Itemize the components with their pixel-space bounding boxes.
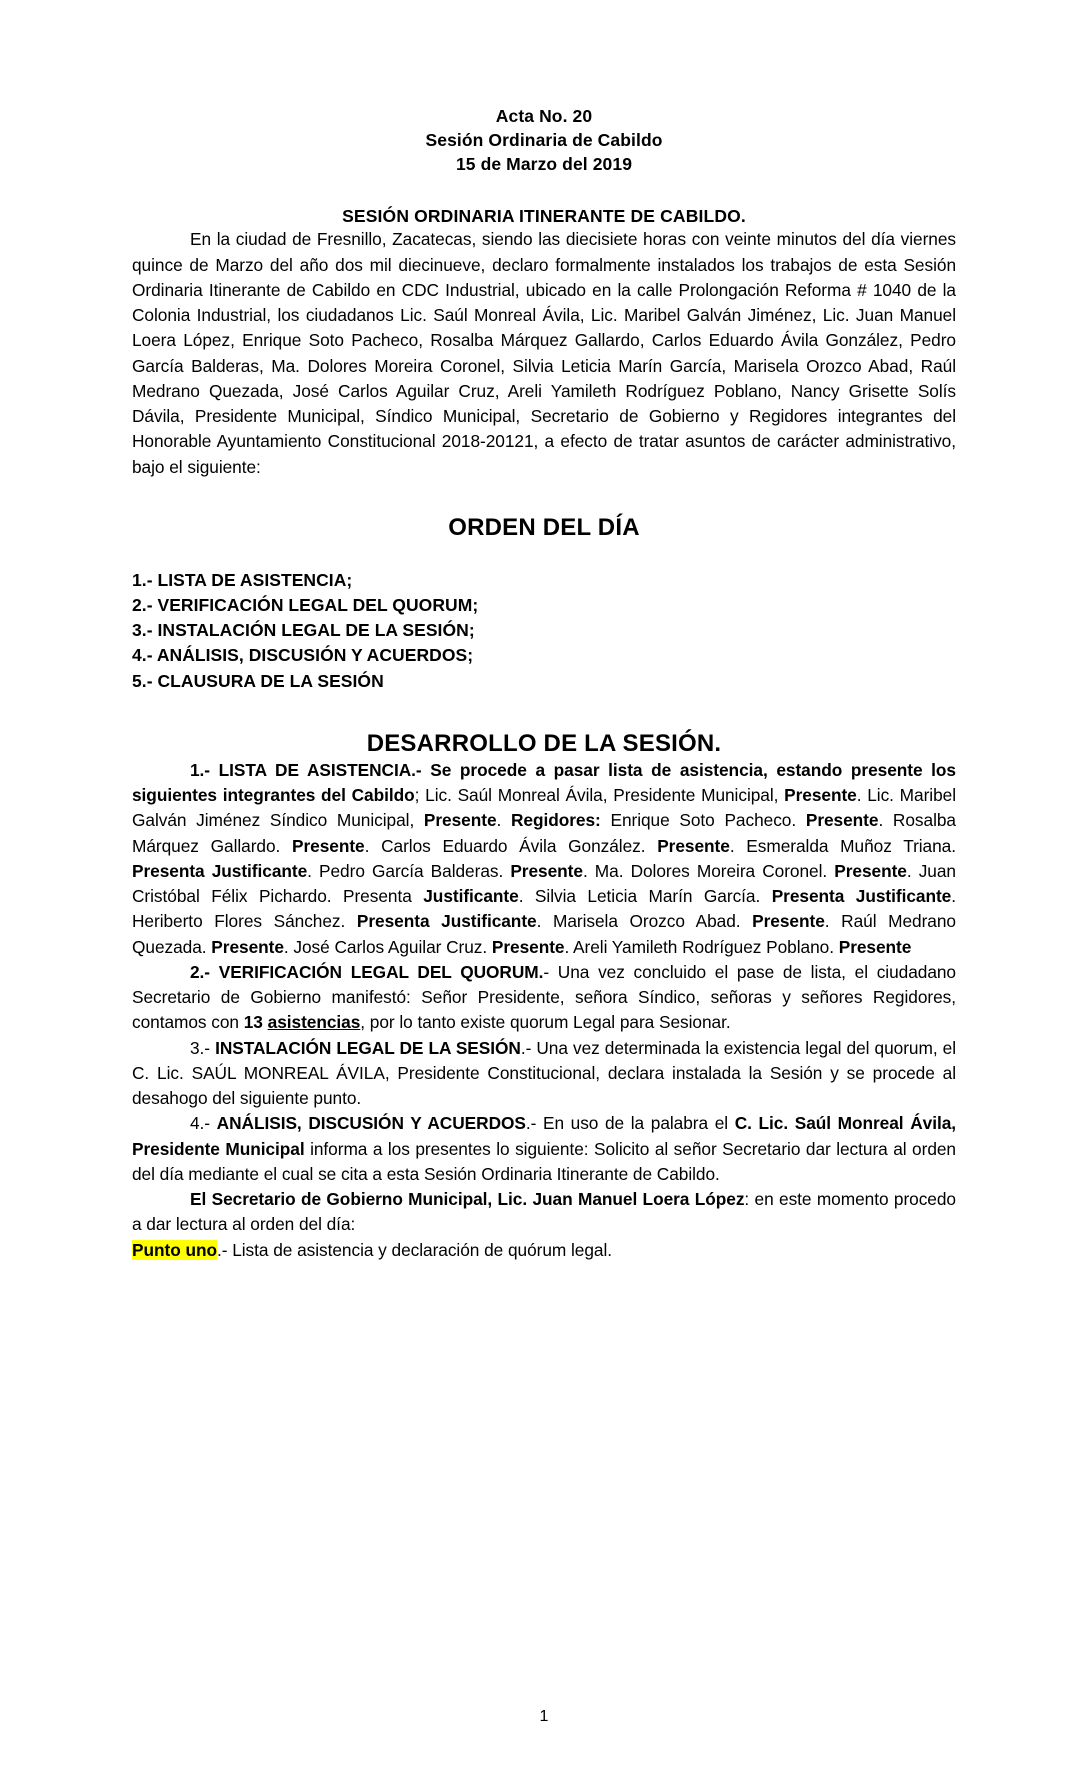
desarrollo-title: DESARROLLO DE LA SESIÓN. — [366, 729, 722, 757]
session-subject: SESIÓN ORDINARIA ITINERANTE DE CABILDO. — [342, 206, 746, 227]
attendance-status: Presenta Justificante — [356, 911, 537, 932]
item-3-text: .- Una vez determinada la existencia legal del quorum, el C. Lic. SAÚL MONREAL ÁVILA, Presidente Constitucional, declara instalada la Sesión y se procede al desahogo del siguiente punto. — [132, 1037, 956, 1109]
attendance-status: Presente — [510, 860, 583, 881]
attendance-status: Justificante — [423, 886, 519, 907]
item-2-text: , por lo tanto existe quorum Legal para Sesionar. — [360, 1012, 731, 1033]
agenda-item: 4.- ANÁLISIS, DISCUSIÓN Y ACUERDOS; — [132, 645, 474, 666]
attendance-status: Presente — [491, 936, 565, 957]
item-1-lista-asistencia — [132, 758, 956, 960]
item-4-text: .- En uso de la palabra el — [525, 1113, 735, 1134]
item-1-text: . Ma. Dolores Moreira Coronel. — [582, 860, 835, 881]
attendance-status: Presente — [784, 785, 857, 806]
item-1-text: . Heriberto Flores Sánchez. — [132, 886, 956, 932]
item-1-lead: 1.- LISTA DE ASISTENCIA. — [190, 759, 416, 780]
intro-paragraph: En la ciudad de Fresnillo, Zacatecas, siendo las diecisiete horas con veinte minutos del día viernes quince de Marzo del año dos mil diecinueve, declaro formalmente instalados los trabajos de esta Sesión Ordinaria Itinerante de Cabildo en CDC Industrial, ubicado en la calle Prolongación Reforma # 1040 de la Colonia Industrial, los ciudadanos Lic. Saúl Monreal Ávila, Lic. Maribel Galván Jiménez, Lic. Juan Manuel Loera López, Enrique Soto Pacheco, Rosalba Márquez Gallardo, Carlos Eduardo Ávila González, Pedro García Balderas, Ma. Dolores Moreira Coronel, Silvia Leticia Marín García, Marisela Orozco Abad, Raúl Medrano Quezada, José Carlos Aguilar Cruz, Areli Yamileth Rodríguez Poblano, Nancy Grisette Solís Dávila, Presidente Municipal, Síndico Municipal, Secretario de Gobierno y Regidores integrantes del Honorable Ayuntamiento Constitucional 2018-20121, a efecto de tratar asuntos de carácter administrativo, bajo el siguiente: — [132, 229, 956, 477]
agenda-list — [132, 568, 956, 694]
attendance-status: Presente — [292, 835, 365, 856]
presidente-municipal-name: C. Lic. Saúl Monreal Ávila, Presidente Municipal — [132, 1113, 957, 1159]
item-1-text: . Silvia Leticia Marín García. — [518, 886, 772, 907]
punto-uno-text: .- Lista de asistencia y declaración de quórum legal. — [216, 1239, 613, 1260]
attendance-status: Presente — [657, 835, 730, 856]
item-1-bold-intro: - Se procede a pasar lista de asistencia, estando presente los siguientes integrantes del Cabildo — [132, 759, 956, 806]
item-1-text: . — [496, 810, 511, 831]
attendance-status: Presente — [834, 860, 907, 881]
item-1-text: . Rosalba Márquez Gallardo. — [132, 810, 956, 856]
item-3-prefix: 3.- — [190, 1037, 216, 1058]
attendance-status: Presente — [838, 936, 912, 957]
item-3-lead: INSTALACIÓN LEGAL DE LA SESIÓN — [215, 1037, 521, 1058]
item-2-lead: 2.- VERIFICACIÓN LEGAL DEL QUORUM. — [190, 961, 544, 982]
secretario-name: El Secretario de Gobierno Municipal, Lic. Juan Manuel Loera López — [190, 1189, 745, 1210]
agenda-item: 2.- VERIFICACIÓN LEGAL DEL QUORUM; — [132, 595, 479, 616]
item-1-text: . Juan Cristóbal Félix Pichardo. Presenta — [132, 860, 956, 907]
punto-uno-highlight: Punto uno — [132, 1239, 217, 1260]
attendance-status: Presente — [752, 911, 825, 932]
item-1-text: . José Carlos Aguilar Cruz. — [283, 936, 492, 957]
attendance-status: Presente — [211, 936, 284, 957]
document-header — [132, 104, 956, 176]
page-number: 1 — [539, 1708, 549, 1725]
agenda-item: 5.- CLAUSURA DE LA SESIÓN — [132, 670, 384, 691]
item-1-text: . Carlos Eduardo Ávila González. — [364, 835, 658, 856]
agenda-item: 3.- INSTALACIÓN LEGAL DE LA SESIÓN; — [132, 620, 475, 641]
item-2-text: - Una vez concluido el pase de lista, el ciudadano Secretario de Gobierno manifestó: Señor Presidente, señora Síndico, señoras y señores Regidores, contamos con — [132, 961, 956, 1033]
attendance-count-word: asistencias — [267, 1012, 361, 1033]
item-1-text: ; Lic. Saúl Monreal Ávila, Presidente Municipal, — [414, 785, 785, 806]
secretario-text: : en este momento procedo a dar lectura al orden del día: — [132, 1189, 956, 1235]
punto-uno-paragraph — [132, 1238, 956, 1263]
item-4-lead: ANÁLISIS, DISCUSIÓN Y ACUERDOS — [216, 1113, 526, 1134]
attendance-status: Presenta Justificante — [132, 860, 308, 881]
secretario-statement — [132, 1187, 956, 1238]
item-3-instalacion-legal — [132, 1036, 956, 1112]
item-1-text: . Pedro García Balderas. — [307, 860, 511, 881]
session-date: 15 de Marzo del 2019 — [455, 154, 633, 175]
attendance-count: 13 — [243, 1012, 263, 1033]
attendance-status: Presenta Justificante — [771, 886, 952, 907]
regidores-label: Regidores: — [510, 810, 601, 831]
item-4-analisis-acuerdos — [132, 1111, 956, 1187]
item-4-text: informa a los presentes lo siguiente: Solicito al señor Secretario dar lectura al orden del día mediante el cual se cita a esta Sesión Ordinaria Itinerante de Cabildo. — [132, 1138, 956, 1184]
item-4-prefix: 4.- — [190, 1113, 217, 1134]
item-1-text: . Lic. Maribel Galván Jiménez Síndico Municipal, — [132, 785, 956, 831]
agenda-item: 1.- LISTA DE ASISTENCIA; — [132, 569, 353, 590]
item-1-text: . Raúl Medrano Quezada. — [132, 911, 956, 957]
item-1-text: . Marisela Orozco Abad. — [536, 911, 753, 932]
acta-number: Acta No. 20 — [495, 106, 593, 126]
item-2-verificacion-quorum — [132, 960, 956, 1036]
orden-del-dia-title: ORDEN DEL DÍA — [448, 513, 640, 541]
item-1-text: . Areli Yamileth Rodríguez Poblano. — [564, 936, 839, 957]
attendance-status: Presente — [805, 810, 879, 831]
session-type: Sesión Ordinaria de Cabildo — [425, 130, 663, 151]
item-1-text: . Esmeralda Muñoz Triana. — [729, 835, 956, 856]
attendance-status: Presente — [423, 810, 497, 831]
item-1-text: Enrique Soto Pacheco. — [600, 810, 806, 831]
